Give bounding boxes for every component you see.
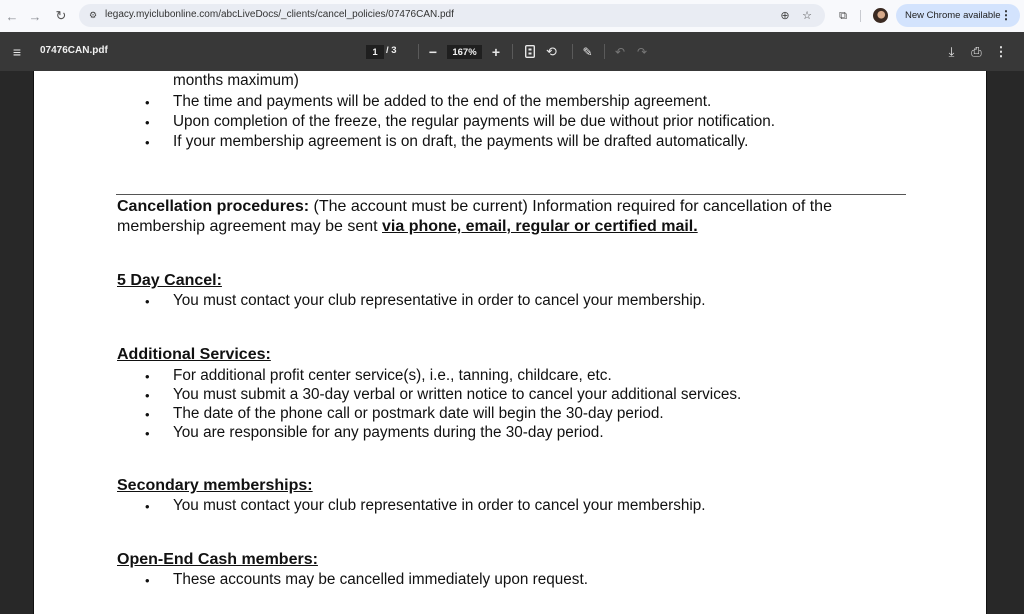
section-bullet: You must submit a 30-day verbal or written notice to cancel your additional services. xyxy=(173,386,742,403)
zoom-in-icon[interactable]: ⊕ xyxy=(780,9,790,22)
section-bullet: For additional profit center service(s), i.e., tanning, childcare, etc. xyxy=(173,367,612,384)
section-bullet: The date of the phone call or postmark date will begin the 30-day period. xyxy=(173,405,664,422)
tab-search-icon[interactable]: ⧉ xyxy=(839,9,847,22)
bullet: • xyxy=(145,369,150,384)
redo-icon: ↷ xyxy=(636,44,648,59)
bullet: • xyxy=(145,388,150,403)
reload-icon: ↻ xyxy=(55,8,67,23)
fit-page-icon xyxy=(525,45,535,58)
fit-page-button[interactable] xyxy=(523,44,537,59)
menu-icon[interactable]: ≡ xyxy=(12,44,22,60)
download-button[interactable] xyxy=(944,44,959,59)
bullet: • xyxy=(145,573,150,588)
reload-button[interactable] xyxy=(51,6,71,26)
bullet: • xyxy=(145,294,150,309)
update-label: New Chrome available xyxy=(905,10,1001,21)
freeze-bullet: If your membership agreement is on draft, the payments will be drafted automatically. xyxy=(173,133,749,150)
freeze-bullet: Upon completion of the freeze, the regular payments will be due without prior notification. xyxy=(173,113,776,130)
avatar[interactable] xyxy=(873,8,888,23)
browser-toolbar xyxy=(0,0,1024,32)
undo-button[interactable] xyxy=(613,44,627,59)
section-heading: 5 Day Cancel: xyxy=(117,272,222,289)
back-button[interactable] xyxy=(2,6,22,26)
kebab-icon: ⋮ xyxy=(994,43,1008,59)
tune-icon[interactable]: ⚙ xyxy=(88,9,98,20)
divider xyxy=(860,10,861,22)
redo-button[interactable] xyxy=(635,44,649,59)
annotate-button[interactable] xyxy=(580,44,595,59)
kebab-icon[interactable]: ⋮ xyxy=(1000,8,1012,22)
page-total: / 3 xyxy=(386,45,397,56)
zoom-level-input[interactable]: 167% xyxy=(447,45,482,59)
bullet: • xyxy=(145,407,150,422)
section-bullet: You must contact your club representative in order to cancel your membership. xyxy=(173,497,706,514)
divider xyxy=(572,44,573,59)
download-icon: ⤓ xyxy=(948,43,955,59)
address-bar[interactable] xyxy=(79,4,825,27)
divider xyxy=(512,44,513,59)
bullet: • xyxy=(145,95,150,110)
section-bullet: You are responsible for any payments during the 30-day period. xyxy=(173,424,604,441)
url-text[interactable]: legacy.myiclubonline.com/abcLiveDocs/_clients/cancel_policies/07476CAN.pdf xyxy=(105,9,454,20)
freeze-tail-text: months maximum) xyxy=(173,72,299,89)
bullet: • xyxy=(145,135,150,150)
freeze-bullet: The time and payments will be added to the end of the membership agreement. xyxy=(173,93,712,110)
section-divider xyxy=(116,194,906,195)
more-options-button[interactable] xyxy=(995,44,1007,59)
section-heading: Open-End Cash members: xyxy=(117,551,318,568)
bullet: • xyxy=(145,426,150,441)
pdf-viewer[interactable] xyxy=(0,71,1024,614)
divider xyxy=(604,44,605,59)
cancellation-paragraph-line1 xyxy=(117,198,832,216)
section-heading: Additional Services: xyxy=(117,346,271,363)
zoom-out-button[interactable]: − xyxy=(428,43,438,60)
section-heading: Secondary memberships: xyxy=(117,477,313,494)
pen-icon: ✎ xyxy=(582,44,593,59)
section-bullet: These accounts may be cancelled immediately upon request. xyxy=(173,571,588,588)
bullet: • xyxy=(145,499,150,514)
rotate-button[interactable] xyxy=(544,44,559,59)
cancellation-paragraph-line2 xyxy=(117,218,698,236)
rotate-icon: ⟲ xyxy=(546,43,557,59)
arrow-right-icon: → xyxy=(28,8,42,24)
file-name: 07476CAN.pdf xyxy=(40,45,108,56)
bullet: • xyxy=(145,115,150,130)
arrow-left-icon: ← xyxy=(5,8,19,24)
section-bullet: You must contact your club representative in order to cancel your membership. xyxy=(173,292,706,309)
star-icon[interactable]: ☆ xyxy=(802,9,812,22)
cancellation-text: membership agreement may be sent xyxy=(117,218,383,235)
update-chrome-button[interactable] xyxy=(896,4,1020,27)
cancellation-label: Cancellation procedures: xyxy=(117,198,310,215)
forward-button[interactable] xyxy=(25,6,45,26)
cancellation-text: (The account must be current) Information required for cancellation of the xyxy=(309,198,832,215)
page-number-input[interactable]: 1 xyxy=(366,45,384,59)
cancellation-methods: via phone, email, regular or certified mail. xyxy=(382,218,698,235)
divider xyxy=(418,44,419,59)
zoom-in-button[interactable]: + xyxy=(491,43,501,60)
undo-icon: ↶ xyxy=(614,44,626,59)
pdf-page xyxy=(33,71,987,614)
print-button[interactable] xyxy=(969,44,984,59)
print-icon: ⎙ xyxy=(971,43,982,59)
